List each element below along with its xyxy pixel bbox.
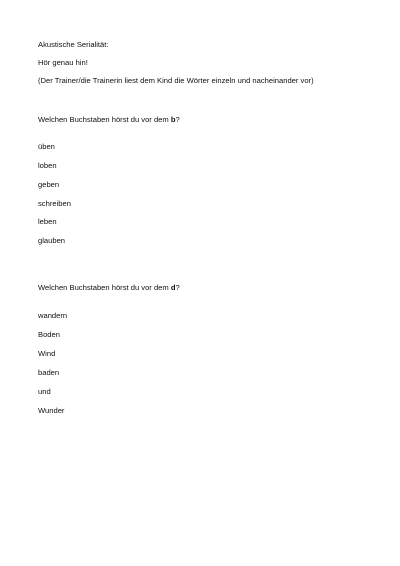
question-d — [38, 283, 180, 293]
worksheet-title: Akustische Serialität: — [38, 40, 109, 49]
question-prefix: Welchen Buchstaben hörst du vor dem — [38, 283, 171, 292]
instruction-text: Hör genau hin! — [38, 58, 88, 67]
word-item: Wind — [38, 349, 56, 358]
word-item: Boden — [38, 330, 60, 339]
question-suffix: ? — [175, 283, 180, 292]
word-item: baden — [38, 368, 60, 377]
question-prefix: Welchen Buchstaben hörst du vor dem — [38, 115, 171, 124]
word-item: schreiben — [38, 199, 71, 208]
question-suffix: ? — [175, 115, 180, 124]
word-item: geben — [38, 180, 60, 189]
target-letter: d — [170, 283, 176, 292]
word-item: glauben — [38, 236, 66, 245]
target-letter: b — [170, 115, 176, 124]
trainer-note: (Der Trainer/die Trainerin liest dem Kind die Wörter einzeln und nacheinander vor) — [38, 76, 314, 85]
word-item: leben — [38, 217, 57, 226]
word-item: und — [38, 387, 51, 396]
word-item: loben — [38, 161, 57, 170]
question-b — [38, 115, 180, 125]
word-item: Wunder — [38, 406, 65, 415]
word-item: wandern — [38, 311, 68, 320]
word-item: üben — [38, 142, 55, 151]
